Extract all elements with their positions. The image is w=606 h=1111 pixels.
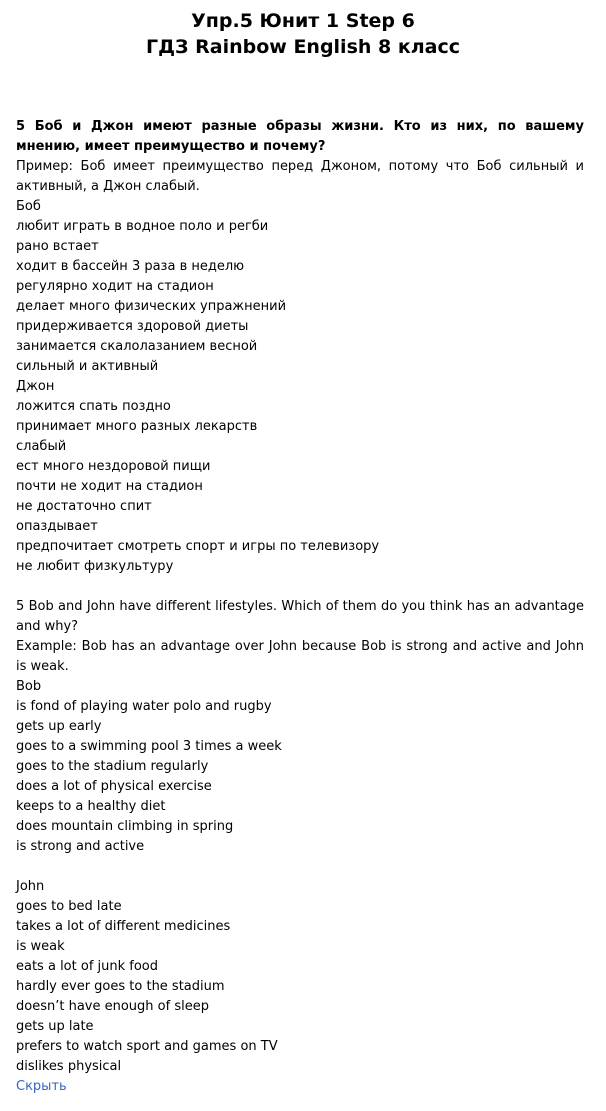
john-heading-en: John: [16, 879, 45, 894]
task-text-en: 5 Bob and John have different lifestyles. Which of them do you think has an advantage and why?: [16, 599, 584, 634]
list-item: почти не ходит на стадион: [16, 479, 203, 494]
list-item: doesn’t have enough of sleep: [16, 999, 209, 1014]
list-item: ест много нездоровой пищи: [16, 459, 211, 474]
list-item: не достаточно спит: [16, 499, 152, 514]
list-item: опаздывает: [16, 519, 98, 534]
hide-link[interactable]: Скрыть: [16, 1079, 67, 1094]
list-item: eats a lot of junk food: [16, 959, 159, 974]
list-item: goes to the stadium regularly: [16, 759, 209, 774]
task-text-ru: 5 Боб и Джон имеют разные образы жизни. Кто из них, по вашему мнению, имеет преимущество и почему?: [16, 119, 584, 154]
john-heading-ru: Джон: [16, 379, 55, 394]
list-item: hardly ever goes to the stadium: [16, 979, 225, 994]
list-item: регулярно ходит на стадион: [16, 279, 214, 294]
russian-section: [16, 117, 584, 577]
list-item: does mountain climbing in spring: [16, 819, 234, 834]
bob-heading-ru: Боб: [16, 199, 41, 214]
list-item: goes to bed late: [16, 899, 122, 914]
list-item: принимает много разных лекарств: [16, 419, 258, 434]
bob-list-ru: [16, 217, 584, 377]
page-title-book: ГДЗ Rainbow English 8 класс: [145, 36, 461, 58]
bob-heading-en: Bob: [16, 679, 42, 694]
list-item: is weak: [16, 939, 65, 954]
list-item: предпочитает смотреть спорт и игры по телевизору: [16, 539, 380, 554]
list-item: is fond of playing water polo and rugby: [16, 699, 272, 714]
page-title-exercise: Упр.5 Юнит 1 Step 6: [191, 10, 415, 32]
list-item: does a lot of physical exercise: [16, 779, 212, 794]
example-text-ru: Пример: Боб имеет преимущество перед Джоном, потому что Боб сильный и активный, а Джон слабый.: [16, 159, 584, 194]
list-item: takes a lot of different medicines: [16, 919, 231, 934]
list-item: keeps to a healthy diet: [16, 799, 166, 814]
list-item: любит играть в водное поло и регби: [16, 219, 269, 234]
page-header: [0, 0, 606, 60]
list-item: занимается скалолазанием весной: [16, 339, 258, 354]
list-item: dislikes physical: [16, 1059, 122, 1074]
list-item: prefers to watch sport and games on TV: [16, 1039, 278, 1054]
list-item: слабый: [16, 439, 67, 454]
john-list-en: [16, 897, 584, 1077]
english-section: [16, 597, 584, 1077]
list-item: делает много физических упражнений: [16, 299, 287, 314]
john-list-ru: [16, 397, 584, 577]
answer-content: [16, 117, 584, 1097]
list-item: gets up late: [16, 1019, 94, 1034]
list-item: рано встает: [16, 239, 99, 254]
list-item: ходит в бассейн 3 раза в неделю: [16, 259, 245, 274]
bob-list-en: [16, 697, 584, 857]
list-item: сильный и активный: [16, 359, 159, 374]
example-text-en: Example: Bob has an advantage over John because Bob is strong and active and John is weak.: [16, 639, 584, 674]
list-item: goes to a swimming pool 3 times a week: [16, 739, 282, 754]
list-item: is strong and active: [16, 839, 145, 854]
list-item: не любит физкультуру: [16, 559, 174, 574]
list-item: ложится спать поздно: [16, 399, 171, 414]
list-item: gets up early: [16, 719, 102, 734]
list-item: придерживается здоровой диеты: [16, 319, 249, 334]
spacer: [16, 857, 584, 877]
